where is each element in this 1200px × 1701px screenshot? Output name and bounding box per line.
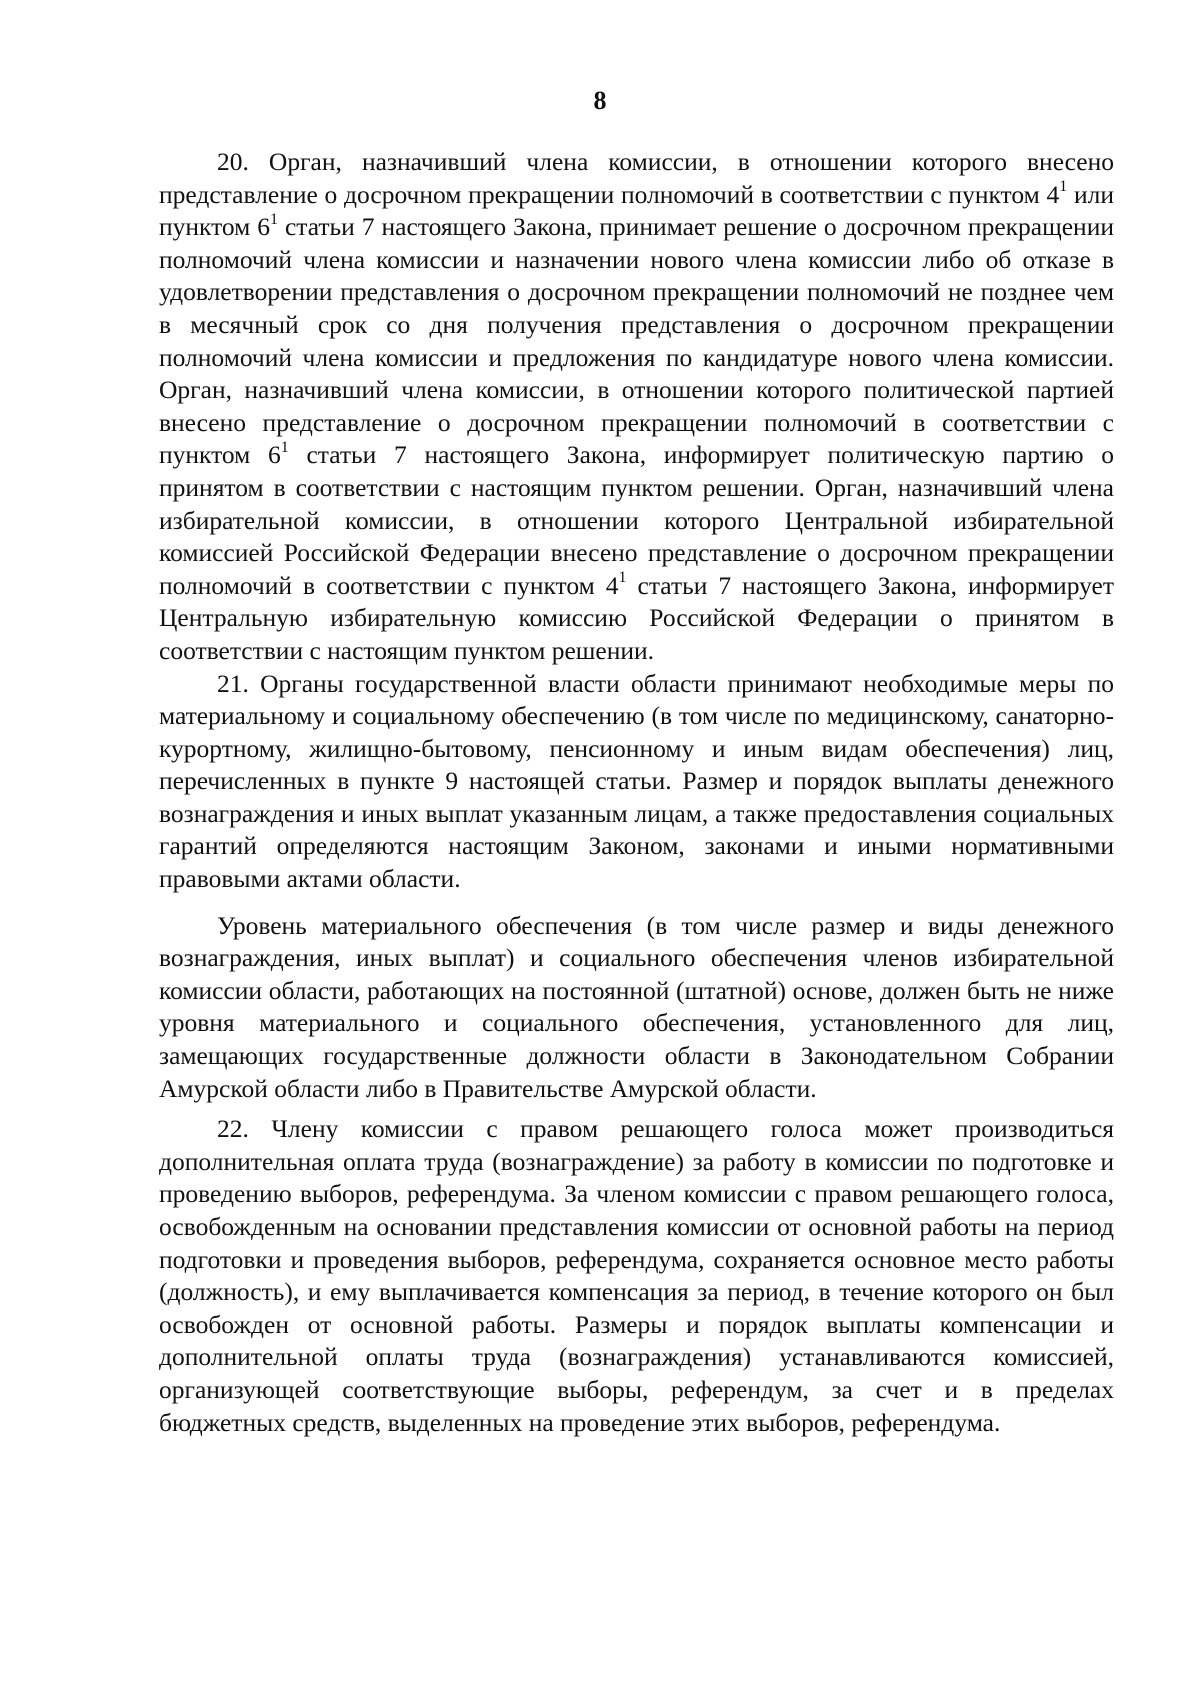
paragraph-item-20 (159, 146, 1114, 668)
paragraph-text: статьи 7 настоящего Закона, информирует политическую партию о принятом в соответствии с настоящим пунктом решении. Орган, назначивший члена избирательной комиссии, в отношении которого Центральной избирательной комиссией Российской Федерации внесено представление о досрочном прекращении полномочий в соответствии с пунктом 4 (159, 440, 1114, 600)
paragraph-item-21-level (159, 910, 1114, 1106)
superscript-index: 1 (270, 210, 279, 228)
superscript-index: 1 (1059, 178, 1068, 196)
superscript-index: 1 (618, 569, 627, 587)
paragraph-text: 21. Органы государственной власти области принимают необходимые меры по материальному и социальному обеспечению (в том числе по медицинскому, санаторно-курортному, жилищно-бытовому, пенсионному и иным видам обеспечения) лиц, перечисленных в пункте 9 настоящей статьи. Размер и порядок выплаты денежного вознаграждения и иных выплат указанным лицам, а также предоставления социальных гарантий определяются настоящим Законом, законами и иными нормативными правовыми актами области. (159, 668, 1114, 894)
page-number: 8 (593, 86, 607, 115)
paragraph-text: статьи 7 настоящего Закона, информирует Центральную избирательную комиссию Российской Федерации о принятом в соответствии с настоящим пунктом решении. (159, 570, 1114, 665)
paragraph-text: Уровень материального обеспечения (в том числе размер и виды денежного вознаграждения, иных выплат) и социального обеспечения членов избирательной комиссии области, работающих на постоянной (штатной) основе, должен быть не ниже уровня материального и социального обеспечения, установленного для лиц, замещающих государственные должности области в Законодательном Собрании Амурской области либо в Правительстве Амурской области. (159, 910, 1114, 1103)
paragraph-text: 20. Орган, назначивший члена комиссии, в отношении которого внесено представление о досрочном прекращении полномочий в соответствии с пунктом 4 (159, 147, 1114, 209)
paragraph-text: или пунктом 6 (159, 179, 1114, 242)
document-body (159, 146, 1114, 1439)
paragraph-item-22 (159, 1113, 1114, 1439)
superscript-index: 1 (280, 438, 289, 456)
paragraph-text: 22. Члену комиссии с правом решающего голоса может производиться дополнительная оплата труда (вознаграждение) за работу в комиссии по подготовке и проведению выборов, референдума. За членом комиссии с правом решающего голоса, освобожденным на основании представления комиссии от основной работы на период подготовки и проведения выборов, референдума, сохраняется основное место работы (должность), и ему выплачивается компенсация за период, в течение которого он был освобожден от основной работы. Размеры и порядок выплаты компенсации и дополнительной оплаты труда (вознаграждения) устанавливаются комиссией, организующей соответствующие выборы, референдум, за счет и в пределах бюджетных средств, выделенных на проведение этих выборов, референдума. (159, 1114, 1114, 1437)
paragraph-item-21 (159, 668, 1114, 896)
paragraph-text: статьи 7 настоящего Закона, принимает решение о досрочном прекращении полномочий члена комиссии и назначении нового члена комиссии либо об отказе в удовлетворении представления о досрочном прекращении полномочий не позднее чем в месячный срок со дня получения представления о досрочном прекращении полномочий члена комиссии и предложения по кандидатуре нового члена комиссии. Орган, назначивший члена комиссии, в отношении которого политической партией внесено представление о досрочном прекращении полномочий в соответствии с пунктом 6 (159, 212, 1114, 470)
